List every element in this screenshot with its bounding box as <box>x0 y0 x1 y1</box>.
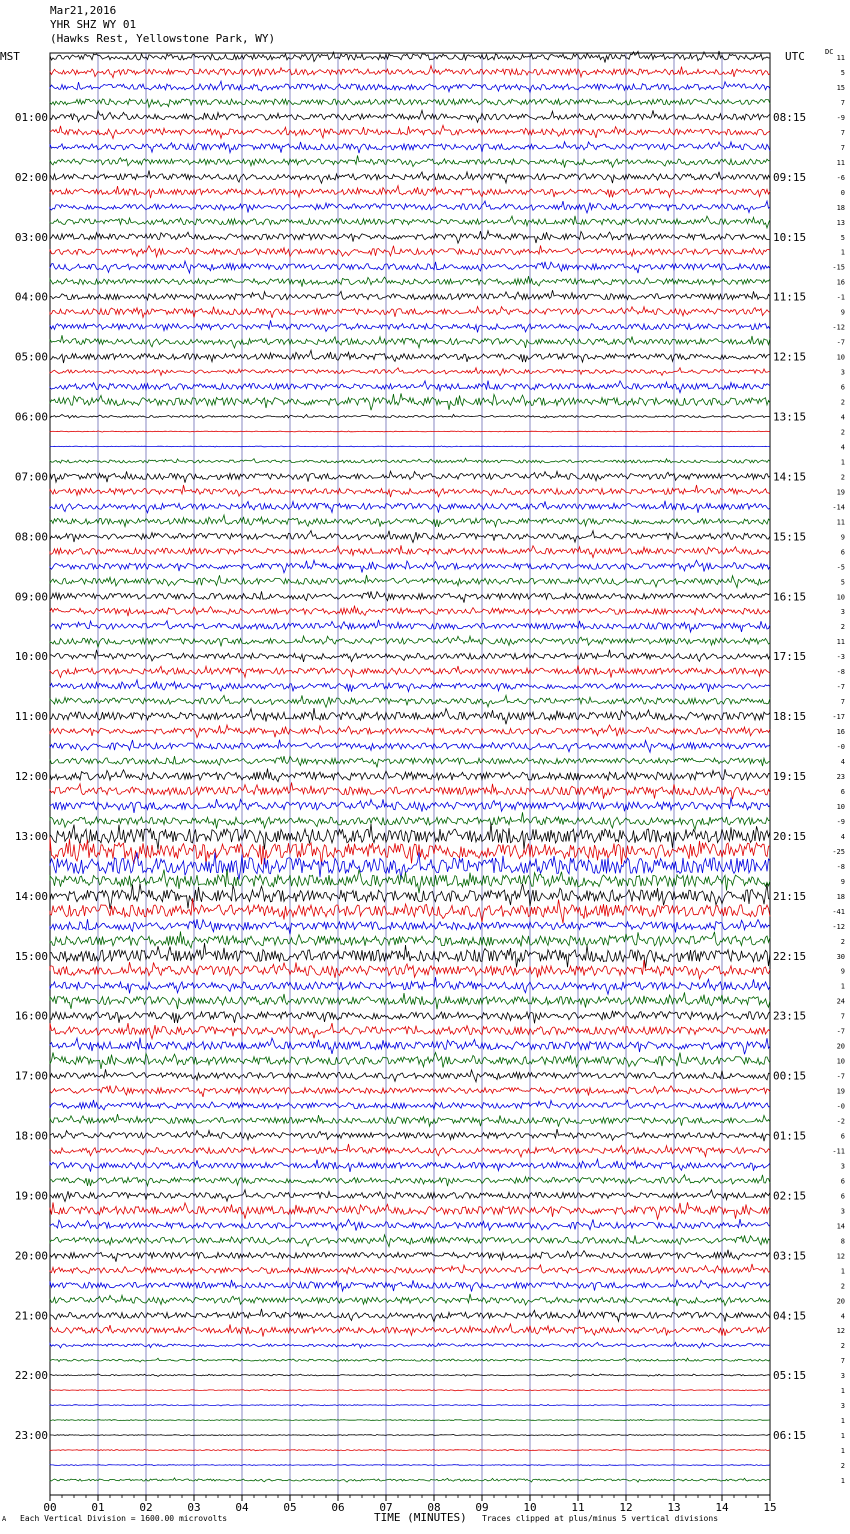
trace-row <box>50 350 770 363</box>
dc-offset-label: 10 <box>836 353 845 362</box>
trace-row <box>50 606 770 617</box>
dc-offset-label: -7 <box>836 1072 845 1081</box>
dc-offset-label: 6 <box>840 1177 845 1186</box>
dc-offset-label: -8 <box>836 668 845 677</box>
dc-offset-label: -6 <box>836 173 845 182</box>
dc-offset-label: 2 <box>840 473 845 482</box>
trace-row <box>50 545 770 557</box>
trace-row <box>50 335 770 348</box>
dc-offset-label: 19 <box>836 488 845 497</box>
trace-row <box>50 575 770 588</box>
trace-row <box>50 650 770 662</box>
scale-note: Each Vertical Division = 1600.00 microvolts <box>20 1514 228 1523</box>
x-tick-label: 08 <box>427 1501 441 1514</box>
mst-hour-label: 17:00 <box>14 1069 48 1083</box>
trace-row <box>50 381 770 393</box>
trace-row <box>50 680 770 692</box>
mst-hour-label: 08:00 <box>14 530 48 544</box>
dc-offset-label: 1 <box>840 1447 845 1456</box>
trace-row <box>50 368 770 376</box>
trace-row <box>50 1175 770 1186</box>
dc-offset-label: 1 <box>840 1267 845 1276</box>
dc-offset-label: 10 <box>836 1057 845 1066</box>
dc-offset-label: 2 <box>840 937 845 946</box>
trace-row <box>50 919 770 934</box>
mst-hour-label: 06:00 <box>14 410 48 424</box>
utc-hour-label: 14:15 <box>773 470 807 484</box>
dc-offset-label: 19 <box>836 1087 845 1096</box>
x-tick-label: 15 <box>763 1501 777 1514</box>
utc-hour-label: 23:15 <box>773 1009 807 1023</box>
trace-row <box>50 320 770 332</box>
mst-hour-label: 22:00 <box>14 1369 48 1383</box>
trace-row <box>50 1038 770 1055</box>
utc-hour-label: 01:15 <box>773 1129 807 1143</box>
utc-hour-label: 06:15 <box>773 1429 807 1443</box>
trace-row <box>50 446 770 447</box>
dc-offset-label: 16 <box>836 728 845 737</box>
trace-row <box>50 898 770 923</box>
dc-offset-label: 7 <box>840 98 845 107</box>
trace-row <box>50 782 770 799</box>
x-tick-label: 13 <box>667 1501 681 1514</box>
dc-offset-label: 6 <box>840 788 845 796</box>
trace-row <box>50 1342 770 1348</box>
utc-hour-label: 17:15 <box>773 650 807 664</box>
dc-offset-label: -7 <box>836 338 845 347</box>
mst-hour-label: 20:00 <box>14 1249 48 1263</box>
dc-offset-label: 20 <box>836 1297 845 1306</box>
trace-row <box>50 591 770 602</box>
trace-row <box>50 531 770 543</box>
trace-row <box>50 636 770 647</box>
dc-offset-label: -12 <box>832 323 845 332</box>
dc-offset-label: 16 <box>836 278 845 287</box>
x-tick-label: 06 <box>331 1501 345 1514</box>
x-tick-label: 02 <box>139 1501 153 1514</box>
clip-note: Traces clipped at plus/minus 5 vertical divisions <box>482 1514 719 1523</box>
dc-offset-label: -7 <box>836 1027 845 1036</box>
dc-offset-label: 5 <box>840 69 845 77</box>
trace-row <box>50 1434 770 1435</box>
trace-row <box>50 276 770 287</box>
dc-offset-label: 18 <box>836 203 845 212</box>
trace-row <box>50 769 770 782</box>
right-timezone-label: UTC <box>785 50 805 63</box>
mst-hour-label: 02:00 <box>14 170 48 184</box>
dc-offset-label: -11 <box>832 1147 845 1156</box>
dc-offset-label: 12 <box>836 1327 845 1336</box>
dc-offset-label: 7 <box>840 698 845 707</box>
trace-row <box>50 1053 770 1069</box>
dc-offset-label: 14 <box>836 1222 845 1231</box>
dc-offset-label: 4 <box>840 832 845 841</box>
trace-row <box>50 812 770 829</box>
location-label: (Hawks Rest, Yellowstone Park, WY) <box>50 32 276 45</box>
trace-row <box>50 1023 770 1039</box>
dc-offset-label: 9 <box>840 533 845 542</box>
mst-hour-label: 05:00 <box>14 350 48 364</box>
dc-offset-label: 6 <box>840 383 845 392</box>
trace-row <box>50 943 770 968</box>
dc-offset-label: 10 <box>836 803 845 811</box>
utc-hour-label: 08:15 <box>773 110 807 124</box>
x-tick-label: 00 <box>43 1501 57 1514</box>
dc-label: DC <box>825 48 834 56</box>
trace-row <box>50 458 770 463</box>
dc-offset-label: 2 <box>840 1282 845 1291</box>
dc-offset-label: 3 <box>840 368 845 377</box>
trace-row <box>50 1100 770 1110</box>
dc-offset-label: 1 <box>840 248 845 257</box>
utc-hour-label: 03:15 <box>773 1249 807 1263</box>
mst-hour-label: 11:00 <box>14 710 48 724</box>
utc-hour-label: 02:15 <box>773 1189 807 1203</box>
trace-row <box>50 620 770 632</box>
dc-offset-label: -17 <box>832 713 845 722</box>
dc-offset-label: 3 <box>840 1162 845 1171</box>
x-tick-label: 01 <box>91 1501 105 1514</box>
mst-hour-label: 18:00 <box>14 1129 48 1143</box>
dc-offset-label: 13 <box>836 218 845 227</box>
left-timezone-label: MST <box>0 50 20 63</box>
dc-offset-label: 12 <box>836 1252 845 1261</box>
dc-offset-label: -2 <box>836 1117 845 1126</box>
trace-row <box>50 1069 770 1082</box>
dc-offset-label: 11 <box>836 158 845 167</box>
dc-offset-label: 8 <box>840 1237 845 1246</box>
dc-offset-label: 5 <box>840 578 845 587</box>
trace-row <box>50 99 770 108</box>
trace-row <box>50 142 770 153</box>
dc-offset-label: 6 <box>840 548 845 557</box>
mst-hour-label: 09:00 <box>14 590 48 604</box>
dc-offset-label: 3 <box>840 1372 845 1381</box>
dc-offset-label: -0 <box>836 743 845 751</box>
dc-offset-label: 10 <box>836 593 845 602</box>
dc-offset-label: 1 <box>840 1432 845 1441</box>
dc-offset-label: -8 <box>836 862 845 871</box>
dc-offset-label: 2 <box>840 398 845 407</box>
dc-offset-label: 11 <box>836 638 845 647</box>
utc-hour-label: 13:15 <box>773 410 807 424</box>
trace-row <box>50 1389 770 1391</box>
dc-offset-label: 1 <box>840 1387 845 1396</box>
trace-row <box>50 1280 770 1292</box>
dc-offset-label: 15 <box>836 84 845 92</box>
dc-offset-label: 18 <box>836 892 845 901</box>
trace-row <box>50 471 770 482</box>
dc-offset-label: 4 <box>840 758 845 766</box>
utc-hour-label: 18:15 <box>773 710 807 724</box>
trace-row <box>50 290 770 300</box>
x-tick-label: 10 <box>523 1501 537 1514</box>
trace-row <box>50 1404 770 1406</box>
trace-row <box>50 1086 770 1097</box>
trace-row <box>50 1202 770 1219</box>
utc-hour-label: 22:15 <box>773 949 807 963</box>
utc-hour-label: 19:15 <box>773 770 807 783</box>
utc-hour-label: 20:15 <box>773 829 807 843</box>
trace-row <box>50 1144 770 1157</box>
trace-row <box>50 431 770 432</box>
dc-offset-label: 2 <box>840 1462 845 1470</box>
dc-offset-label: 11 <box>836 54 845 62</box>
dc-offset-label: -9 <box>836 113 845 122</box>
dc-offset-label: 6 <box>840 1132 845 1141</box>
mst-hour-label: 15:00 <box>14 949 48 963</box>
trace-row <box>50 156 770 168</box>
mst-hour-label: 03:00 <box>14 230 48 244</box>
trace-row <box>50 245 770 257</box>
dc-offset-label: -41 <box>832 907 845 916</box>
trace-row <box>50 1374 770 1377</box>
trace-row <box>50 884 770 909</box>
trace-row <box>50 1358 770 1362</box>
trace-row <box>50 170 770 183</box>
dc-offset-label: 7 <box>840 128 845 137</box>
trace-row <box>50 725 770 738</box>
x-tick-label: 03 <box>187 1501 201 1514</box>
dc-offset-label: -7 <box>836 683 845 692</box>
trace-row <box>50 798 770 813</box>
trace-row <box>50 1324 770 1337</box>
dc-offset-label: 4 <box>840 413 845 422</box>
trace-row <box>50 560 770 573</box>
dc-offset-label: 7 <box>840 1357 845 1366</box>
trace-row <box>50 931 770 947</box>
dc-offset-label: 2 <box>840 1342 845 1351</box>
dc-offset-label: 20 <box>836 1042 845 1051</box>
utc-hour-label: 16:15 <box>773 590 807 604</box>
trace-row <box>50 1478 770 1482</box>
trace-row <box>50 740 770 753</box>
trace-row <box>50 1449 770 1451</box>
logo-mark: A <box>2 1515 7 1523</box>
trace-row <box>50 1250 770 1262</box>
trace-row <box>50 960 770 979</box>
dc-offset-label: 11 <box>836 518 845 527</box>
dc-offset-label: 0 <box>840 188 845 197</box>
dc-offset-label: 4 <box>840 443 845 452</box>
x-axis-title: TIME (MINUTES) <box>374 1511 467 1524</box>
dc-offset-label: 9 <box>840 967 845 976</box>
station-label: YHR SHZ WY 01 <box>50 18 137 31</box>
trace-row <box>50 869 770 893</box>
trace-row <box>50 977 770 994</box>
dc-offset-label: 3 <box>840 608 845 617</box>
x-tick-label: 09 <box>475 1501 489 1514</box>
dc-offset-label: 23 <box>836 773 845 781</box>
x-tick-label: 07 <box>379 1501 393 1514</box>
trace-row <box>50 110 770 122</box>
dc-offset-label: 4 <box>840 1312 845 1321</box>
x-tick-label: 05 <box>283 1501 297 1514</box>
dc-offset-label: 2 <box>840 623 845 632</box>
x-tick-label: 11 <box>571 1501 585 1514</box>
dc-offset-label: -9 <box>836 817 845 826</box>
trace-row <box>50 992 770 1009</box>
trace-row <box>50 307 770 318</box>
utc-hour-label: 09:15 <box>773 170 807 184</box>
utc-hour-label: 11:15 <box>773 290 807 304</box>
mst-hour-label: 01:00 <box>14 110 48 124</box>
mst-hour-label: 16:00 <box>14 1009 48 1023</box>
dc-offset-label: 3 <box>840 1402 845 1411</box>
utc-hour-label: 21:15 <box>773 889 807 903</box>
trace-row <box>50 708 770 724</box>
dc-offset-label: 24 <box>836 997 845 1006</box>
trace-row <box>50 81 770 92</box>
dc-offset-label: 3 <box>840 1207 845 1216</box>
trace-row <box>50 216 770 228</box>
trace-row <box>50 125 770 138</box>
trace-row <box>50 1264 770 1274</box>
date-label: Mar21,2016 <box>50 4 117 17</box>
trace-row <box>50 1190 770 1202</box>
trace-row <box>50 231 770 244</box>
trace-row <box>50 261 770 273</box>
dc-offset-label: 6 <box>840 1192 845 1201</box>
dc-offset-label: 2 <box>840 428 845 437</box>
dc-offset-label: 9 <box>840 877 845 886</box>
trace-row <box>50 1129 770 1141</box>
trace-row <box>50 186 770 199</box>
trace-row <box>50 1235 770 1247</box>
trace-row <box>50 393 770 410</box>
trace-row <box>50 1114 770 1127</box>
dc-offset-label: -12 <box>832 922 845 931</box>
mst-hour-label: 23:00 <box>14 1429 48 1443</box>
trace-row <box>50 1159 770 1172</box>
trace-row <box>50 501 770 513</box>
trace-row <box>50 852 770 879</box>
trace-row <box>50 1294 770 1306</box>
trace-row <box>50 1309 770 1322</box>
utc-hour-label: 10:15 <box>773 230 807 244</box>
dc-offset-label: 1 <box>840 982 845 991</box>
mst-hour-label: 14:00 <box>14 889 48 903</box>
x-tick-label: 04 <box>235 1501 249 1514</box>
utc-hour-label: 00:15 <box>773 1069 807 1083</box>
trace-row <box>50 485 770 497</box>
utc-hour-label: 15:15 <box>773 530 807 544</box>
trace-row <box>50 837 770 864</box>
trace-row <box>50 1464 770 1466</box>
trace-row <box>50 66 770 78</box>
trace-row <box>50 1219 770 1231</box>
mst-hour-label: 12:00 <box>14 770 48 783</box>
dc-offset-label: -25 <box>832 847 845 856</box>
x-tick-label: 12 <box>619 1501 633 1514</box>
dc-offset-label: -5 <box>836 563 845 572</box>
trace-row <box>50 414 770 418</box>
dc-offset-label: -15 <box>832 263 845 272</box>
utc-hour-label: 04:15 <box>773 1309 807 1323</box>
dc-offset-label: -0 <box>836 1102 845 1111</box>
x-tick-label: 14 <box>715 1501 729 1514</box>
dc-offset-label: 5 <box>840 233 845 242</box>
trace-row <box>50 515 770 527</box>
trace-row <box>50 695 770 707</box>
dc-offset-label: 9 <box>840 308 845 317</box>
mst-hour-label: 21:00 <box>14 1309 48 1323</box>
mst-hour-label: 19:00 <box>14 1189 48 1203</box>
dc-offset-label: -14 <box>832 503 845 512</box>
dc-offset-label: 1 <box>840 1417 845 1426</box>
dc-offset-label: 30 <box>836 952 845 961</box>
dc-offset-label: 7 <box>840 143 845 152</box>
dc-offset-label: -1 <box>836 293 845 302</box>
utc-hour-label: 12:15 <box>773 350 807 364</box>
mst-hour-label: 04:00 <box>14 290 48 304</box>
trace-row <box>50 1419 770 1420</box>
trace-row <box>50 1011 770 1024</box>
dc-offset-label: 1 <box>840 458 845 467</box>
trace-row <box>50 665 770 677</box>
trace-row <box>50 756 770 767</box>
mst-hour-label: 13:00 <box>14 829 48 843</box>
trace-row <box>50 201 770 213</box>
mst-hour-label: 10:00 <box>14 650 48 664</box>
dc-offset-label: 7 <box>840 1012 845 1021</box>
utc-hour-label: 05:15 <box>773 1369 807 1383</box>
mst-hour-label: 07:00 <box>14 470 48 484</box>
dc-offset-label: -3 <box>836 653 845 662</box>
dc-offset-label: 1 <box>840 1477 845 1485</box>
